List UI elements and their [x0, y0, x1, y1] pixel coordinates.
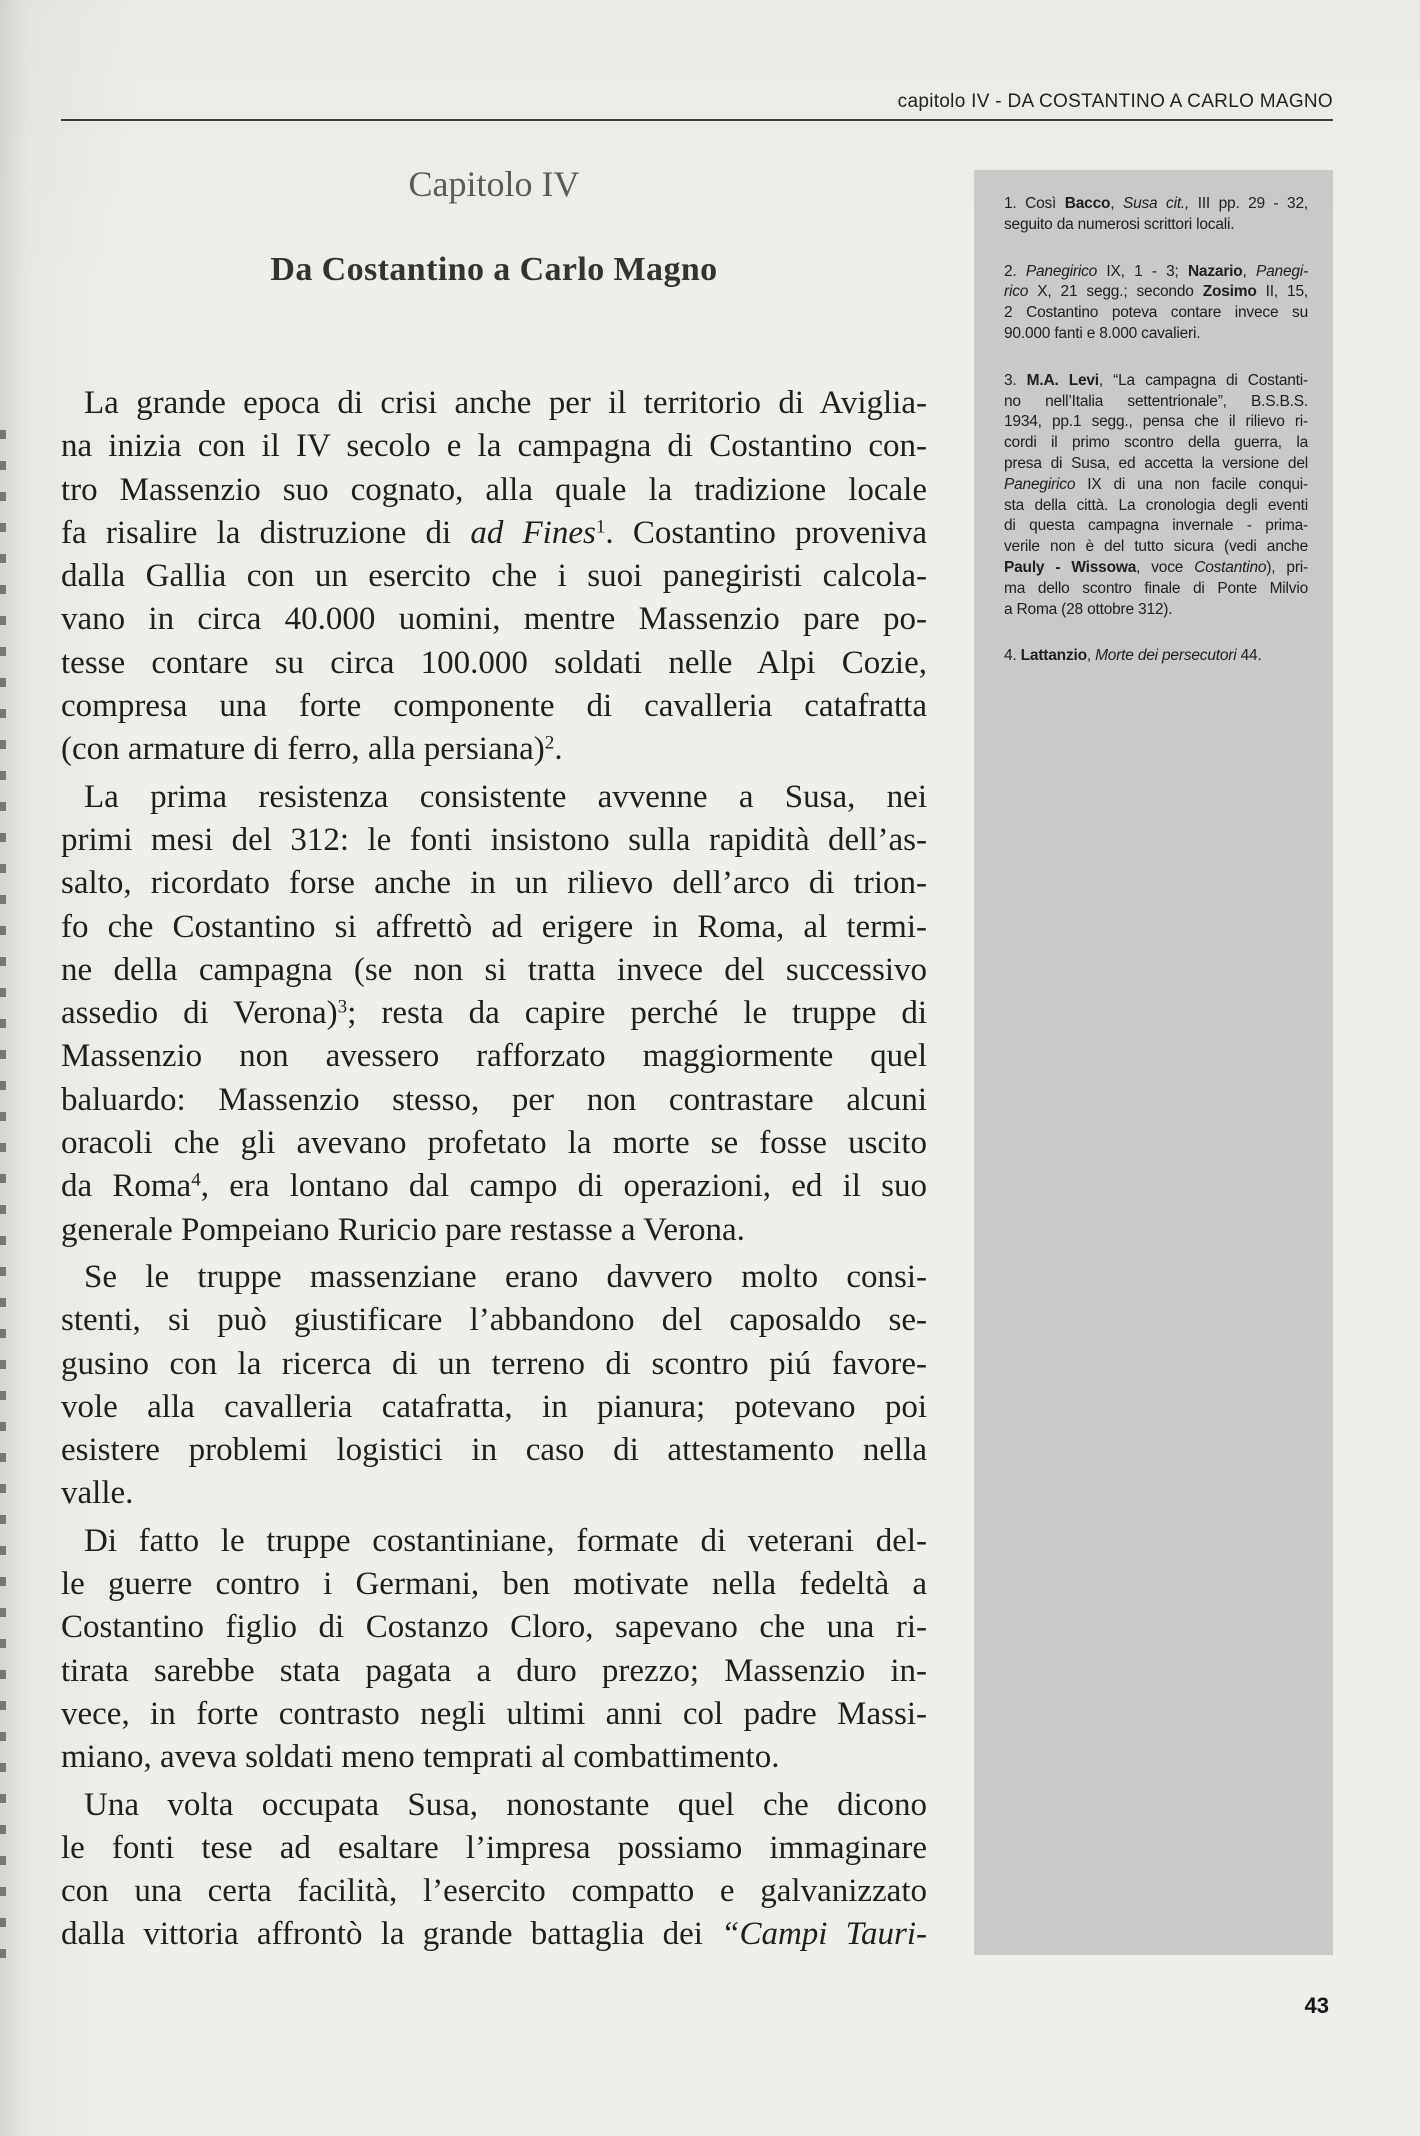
text-run: , “La campagna di Costanti- [1098, 371, 1308, 389]
footnote-line: di questa campagna invernale - prima- [1004, 517, 1308, 535]
footnote-line [1004, 475, 1308, 496]
bold-run: M.A. Levi [1026, 371, 1099, 389]
body-line [61, 992, 927, 1035]
text-run: X, 21 segg.; secondo [1028, 283, 1203, 301]
body-line: oracoli che gli avevano profetato la morte se fosse uscito [61, 1125, 927, 1162]
body-line: tirata sarebbe stata pagata a duro prezzo; Massenzio in- [61, 1652, 927, 1689]
body-line: vano in circa 40.000 uomini, mentre Massenzio pare po- [61, 601, 927, 638]
text-run: dalla vittoria affrontò la grande battaglia dei [61, 1916, 722, 1953]
body-line: le guerre contro i Germani, ben motivate nella fedeltà a [61, 1566, 927, 1603]
footnote-line: cordi il primo scontro della guerra, la [1004, 434, 1308, 452]
body-line: dalla Gallia con un esercito che i suoi panegiristi calcola- [61, 558, 927, 595]
text-run: , [1110, 195, 1123, 212]
text-run: 1. Così [1004, 195, 1065, 212]
text-run: . [554, 731, 563, 768]
body-line: La prima resistenza consistente avvenne a Susa, nei [84, 778, 927, 815]
footnote-ref: 2 [544, 732, 555, 754]
body-line: Di fatto le truppe costantiniane, formate di veterani del- [84, 1522, 927, 1559]
footnote-line [1004, 282, 1308, 303]
text-run: , era lontano dal campo di operazioni, ed il suo [200, 1168, 927, 1205]
bold-run: Bacco [1064, 195, 1111, 212]
footnote-line: presa di Susa, ed accetta la versione del [1004, 454, 1308, 472]
footnote-line: seguito da numerosi scrittori locali. [1004, 215, 1235, 233]
text-run: II, 15, [1256, 283, 1308, 301]
body-paragraph [61, 776, 927, 1252]
body-line: le fonti tese ad esaltare l’impresa possiamo immaginare [61, 1829, 927, 1866]
italic-run: Panegirico [1025, 262, 1098, 280]
italic-run: Costantino [1194, 558, 1267, 576]
footnote-line: 90.000 fanti e 8.000 cavalieri. [1004, 324, 1201, 342]
italic-run: Panegirico [1004, 475, 1076, 493]
body-line: stenti, si può giustificare l’abbandono del caposaldo se- [61, 1302, 927, 1339]
body-line: Se le truppe massenziane erano davvero molto consi- [84, 1258, 927, 1295]
footnote-ref: 1 [595, 516, 606, 538]
footnote-line: a Roma (28 ottobre 312). [1004, 600, 1173, 618]
body-paragraph [61, 1520, 927, 1780]
footnote [1004, 262, 1308, 345]
body-paragraph [61, 1256, 927, 1516]
text-run: assedio di Verona) [61, 995, 338, 1032]
footnote-line: 1934, pp.1 segg., pensa che il rilievo ri- [1004, 413, 1308, 431]
chapter-title: Da Costantino a Carlo Magno [270, 251, 718, 288]
footnote-line [1004, 262, 1308, 283]
body-line: tesse contare su circa 100.000 soldati nelle Alpi Cozie, [61, 644, 927, 681]
footnote-line: no nell’Italia settentrionale”, B.S.B.S. [1004, 392, 1308, 410]
body-line [61, 728, 927, 771]
footnote-line: sta della città. La cronologia degli eventi [1004, 496, 1308, 514]
body-line [61, 1913, 927, 1956]
footnote-ref: 3 [337, 996, 348, 1018]
bold-run: Lattanzio [1020, 647, 1087, 665]
body-line: tro Massenzio suo cognato, alla quale la tradizione locale [61, 471, 927, 508]
text-run: , voce [1136, 558, 1195, 576]
bold-run: Nazario [1187, 262, 1243, 280]
bold-run: Pauly - Wissowa [1004, 558, 1137, 576]
body-line: vece, in forte contrasto negli ultimi anni col padre Massi- [61, 1695, 927, 1732]
body-text [61, 382, 927, 1961]
footnote-line: 2 Costantino poteva contare invece su [1004, 304, 1308, 322]
footnote-line [1004, 371, 1308, 392]
text-run: da Roma [61, 1168, 192, 1205]
chapter-label: Capitolo IV [408, 164, 580, 204]
body-line: vole alla cavalleria catafratta, in pianura; potevano poi [61, 1388, 927, 1425]
body-line: esistere problemi logistici in caso di attestamento nella [61, 1432, 927, 1469]
text-run: . Costantino proveniva [605, 514, 927, 551]
footnote-line [1004, 194, 1308, 215]
body-line: Costantino figlio di Costanzo Cloro, sapevano che una ri- [61, 1609, 927, 1646]
body-line: primi mesi del 312: le fonti insistono sulla rapidità dell’as- [61, 821, 927, 858]
body-line [61, 512, 927, 555]
body-line: baluardo: Massenzio stesso, per non contrastare alcuni [61, 1081, 927, 1118]
body-line: fo che Costantino si affrettò ad erigere in Roma, al termi- [61, 908, 927, 945]
italic-run: Panegi- [1255, 262, 1308, 280]
body-paragraph [61, 1784, 927, 1957]
header-rule [61, 119, 1333, 121]
footnote [1004, 646, 1308, 667]
text-run: III pp. 29 - 32, [1189, 195, 1308, 212]
body-line: Una volta occupata Susa, nonostante quel che dicono [84, 1786, 927, 1823]
body-line: gusino con la ricerca di un terreno di scontro piú favore- [61, 1345, 927, 1382]
body-line: Massenzio non avessero rafforzato maggiormente quel [61, 1038, 927, 1075]
body-line [61, 1165, 927, 1208]
body-paragraph [61, 382, 927, 772]
italic-run: rico [1004, 283, 1029, 301]
text-run: IX di una non facile conqui- [1075, 475, 1308, 493]
text-run: IX, 1 - 3; [1097, 262, 1188, 280]
text-run: , [1086, 647, 1096, 665]
text-run: ; resta da capire perché le truppe di [347, 995, 927, 1032]
page-number: 43 [1304, 1993, 1329, 2018]
italic-run: Morte dei persecutori [1095, 647, 1237, 665]
running-header: capitolo IV - DA COSTANTINO A CARLO MAGNO [897, 91, 1333, 112]
body-line: generale Pompeiano Ruricio pare restasse a Verona. [61, 1211, 745, 1248]
footnote-line: ma dello scontro finale di Ponte Milvio [1004, 579, 1308, 597]
body-line: con una certa facilità, l’esercito compatto e galvanizzato [61, 1873, 927, 1910]
body-line: na inizia con il IV secolo e la campagna di Costantino con- [61, 428, 927, 465]
bold-run: Zosimo [1202, 283, 1257, 301]
text-run: fa risalire la distruzione di [61, 514, 471, 551]
text-run: 44. [1236, 647, 1262, 665]
footnote [1004, 371, 1308, 621]
italic-run: ad Fines [470, 514, 596, 551]
footnote-ref: 4 [191, 1169, 201, 1191]
body-line: ne della campagna (se non si tratta invece del successivo [61, 951, 927, 988]
sidenotes-panel [974, 170, 1333, 1955]
text-run: , [1242, 262, 1256, 280]
text-run: 2. [1004, 262, 1026, 280]
text-run: 3. [1004, 371, 1027, 389]
footnote-line [1004, 646, 1308, 667]
footnote-line [1004, 558, 1308, 579]
body-line: miano, aveva soldati meno temprati al combattimento. [61, 1739, 780, 1776]
text-run: 4. [1004, 647, 1021, 665]
text-run: (con armature di ferro, alla persiana) [61, 731, 545, 768]
body-line: salto, ricordato forse anche in un rilievo dell’arco di trion- [61, 865, 927, 902]
binding-edge [0, 430, 6, 1970]
body-line: compresa una forte componente di cavalleria catafratta [61, 688, 927, 725]
footnote-line: verile non è del tutto sicura (vedi anche [1004, 538, 1308, 556]
text-run: ), pri- [1266, 558, 1308, 576]
sidenotes [1004, 194, 1308, 693]
italic-run: Susa cit., [1122, 195, 1190, 212]
body-line: valle. [61, 1475, 134, 1512]
footnote [1004, 194, 1308, 236]
body-line: La grande epoca di crisi anche per il territorio di Aviglia- [84, 385, 927, 421]
italic-run: “Campi Tauri- [721, 1916, 927, 1953]
